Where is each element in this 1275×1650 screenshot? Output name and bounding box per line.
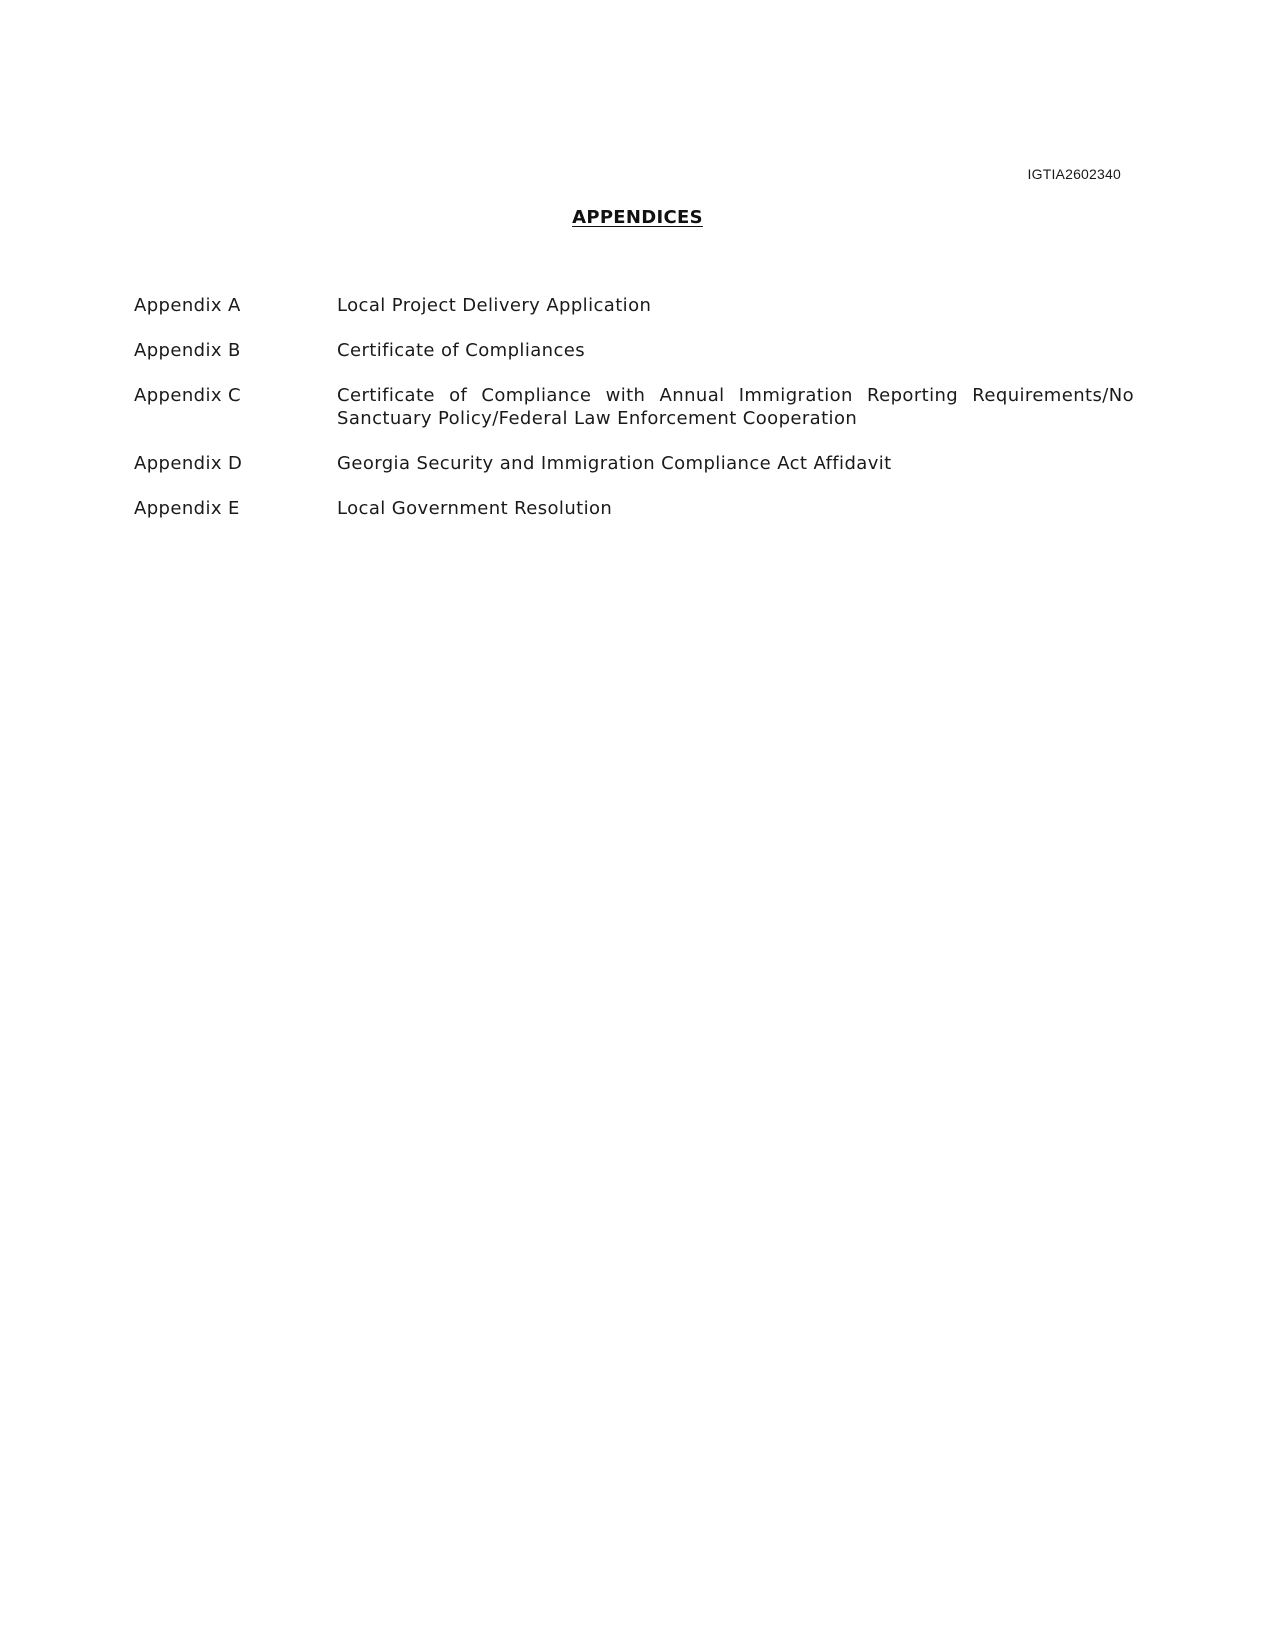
appendix-description: Certificate of Compliance with Annual Immigration Reporting Requirements/No Sanctuary Policy/Federal Law Enforcement Cooperation xyxy=(337,385,1134,429)
appendix-label: Appendix B xyxy=(134,340,241,361)
appendix-description: Local Project Delivery Application xyxy=(337,295,652,316)
appendix-description: Georgia Security and Immigration Compliance Act Affidavit xyxy=(337,453,892,474)
appendix-label: Appendix D xyxy=(134,453,243,474)
appendix-row-d xyxy=(134,452,1134,475)
appendix-row-c xyxy=(134,384,1134,430)
appendix-list xyxy=(134,294,1134,542)
appendix-row-b xyxy=(134,339,1134,362)
appendix-description: Certificate of Compliances xyxy=(337,340,586,361)
appendix-description: Local Government Resolution xyxy=(337,498,613,519)
document-id: IGTIA2602340 xyxy=(1027,166,1121,182)
page-title: APPENDICES xyxy=(572,207,703,228)
appendix-row-e xyxy=(134,497,1134,520)
appendix-label: Appendix A xyxy=(134,295,241,316)
appendix-row-a xyxy=(134,294,1134,317)
appendix-label: Appendix E xyxy=(134,498,240,519)
appendix-label: Appendix C xyxy=(134,385,242,406)
